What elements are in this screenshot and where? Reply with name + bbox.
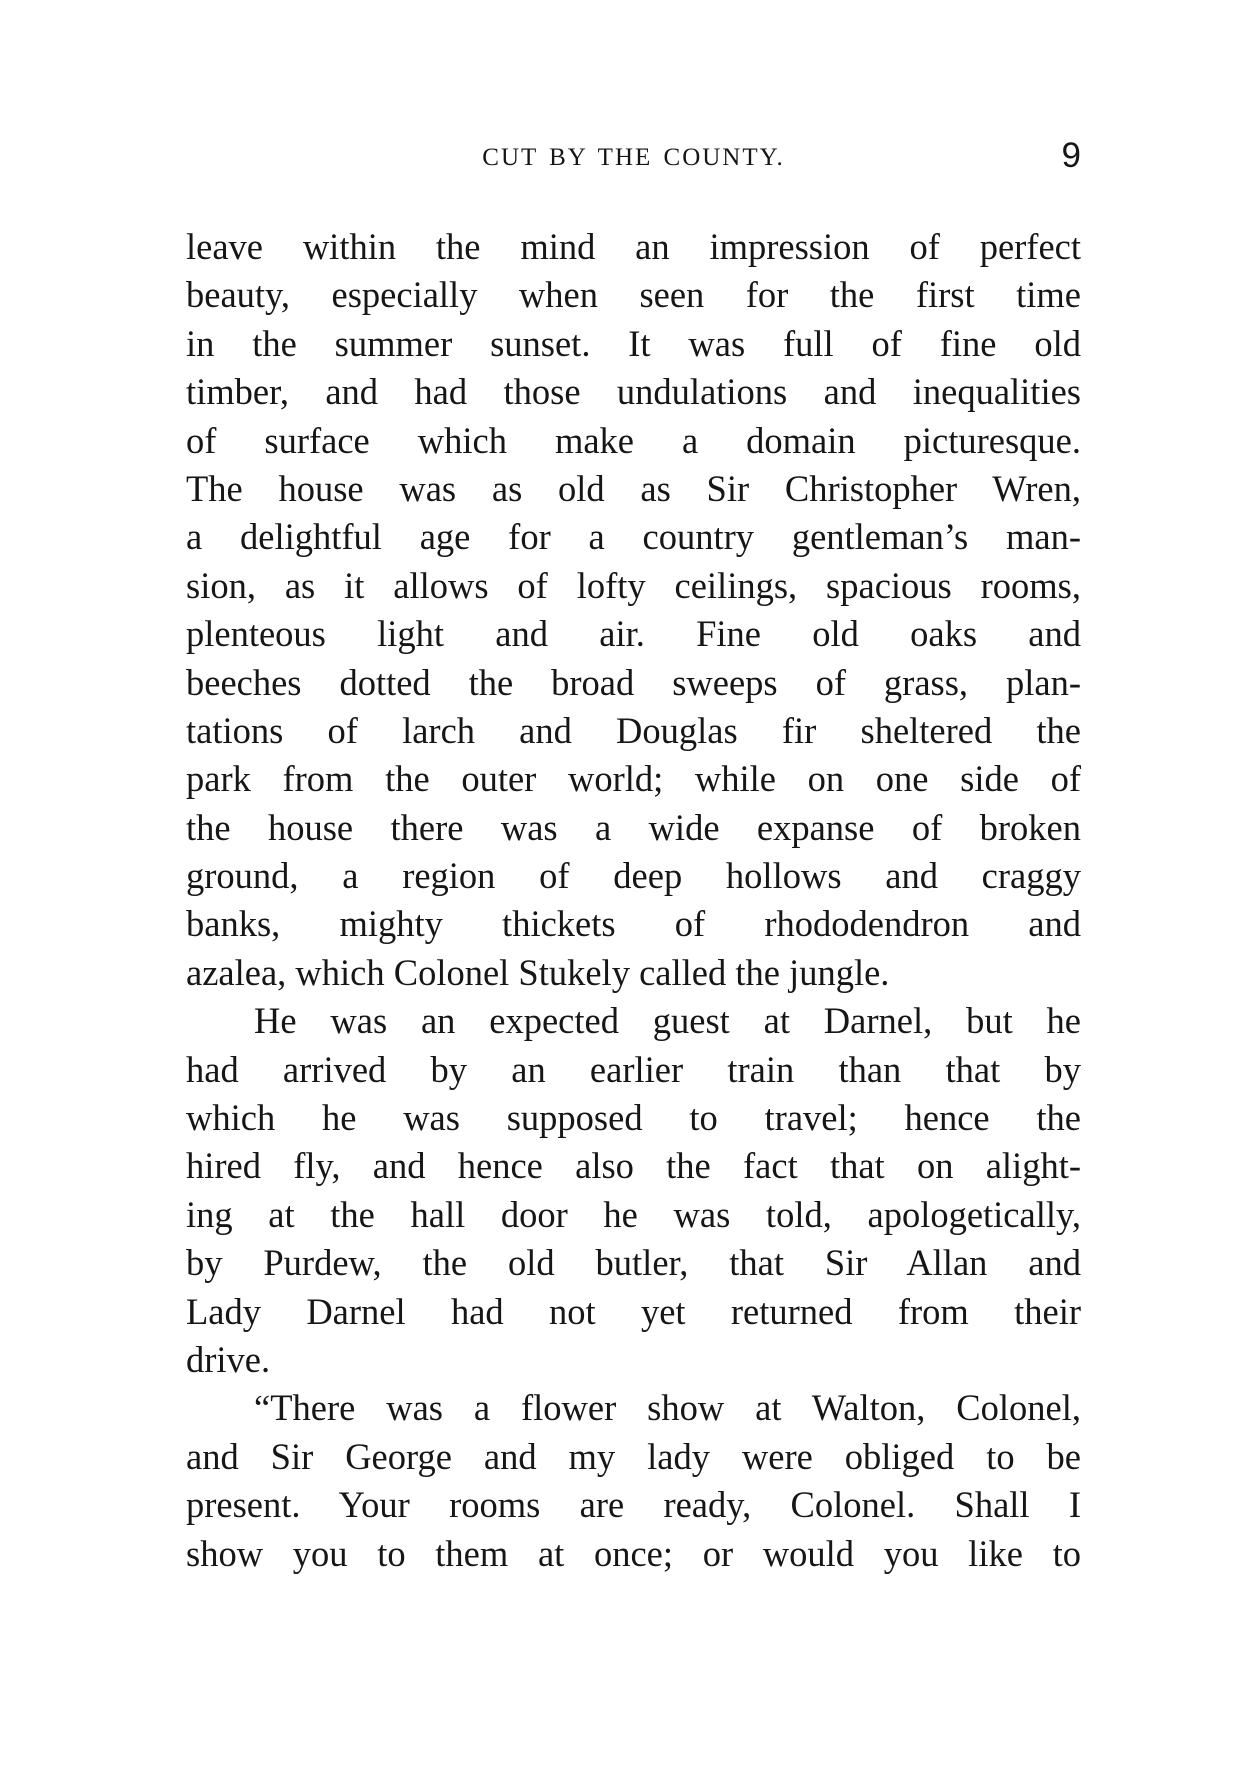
text-line: show you to them at once; or would you like to <box>186 1532 1081 1574</box>
text-line: ground, a region of deep hollows and craggy <box>186 855 1081 897</box>
running-title: CUT BY THE COUNTY. <box>482 144 785 171</box>
text-line: azalea, which Colonel Stukely called the jungle. <box>186 951 890 993</box>
text-line-indented: He was an expected guest at Darnel, but he <box>254 1000 1081 1042</box>
text-line: beauty, especially when seen for the first time <box>186 274 1081 316</box>
text-line: in the summer sunset. It was full of fine old <box>186 322 1081 364</box>
text-line: which he was supposed to travel; hence the <box>186 1097 1081 1139</box>
text-line: hired fly, and hence also the fact that on alight- <box>186 1145 1081 1187</box>
text-line-indented: “There was a flower show at Walton, Colonel, <box>254 1387 1081 1429</box>
text-line: Lady Darnel had not yet returned from their <box>186 1290 1081 1332</box>
text-line: present. Your rooms are ready, Colonel. Shall I <box>186 1484 1081 1526</box>
page-number: 9 <box>1061 136 1081 175</box>
text-line: plenteous light and air. Fine old oaks and <box>186 613 1081 655</box>
text-line: banks, mighty thickets of rhododendron and <box>186 903 1081 945</box>
running-head <box>186 136 1081 186</box>
text-line: of surface which make a domain picturesque. <box>186 419 1081 461</box>
text-line: The house was as old as Sir Christopher Wren, <box>186 467 1081 509</box>
text-line: by Purdew, the old butler, that Sir Allan and <box>186 1242 1081 1284</box>
text-line: park from the outer world; while on one side of <box>186 758 1081 800</box>
text-line: and Sir George and my lady were obliged to be <box>186 1435 1081 1477</box>
text-line: tations of larch and Douglas fir sheltered the <box>186 709 1081 751</box>
text-line: leave within the mind an impression of perfect <box>186 226 1081 267</box>
body-text <box>186 223 1081 1578</box>
text-line: drive. <box>186 1338 271 1380</box>
text-line: had arrived by an earlier train than that by <box>186 1048 1081 1090</box>
text-line: sion, as it allows of lofty ceilings, spacious rooms, <box>186 564 1081 606</box>
text-line: timber, and had those undulations and inequalities <box>186 371 1081 413</box>
text-line: beeches dotted the broad sweeps of grass, plan- <box>186 661 1081 703</box>
text-line: a delightful age for a country gentleman’s man- <box>186 516 1081 558</box>
text-line: ing at the hall door he was told, apologetically, <box>186 1193 1081 1235</box>
text-line: the house there was a wide expanse of broken <box>186 806 1081 848</box>
